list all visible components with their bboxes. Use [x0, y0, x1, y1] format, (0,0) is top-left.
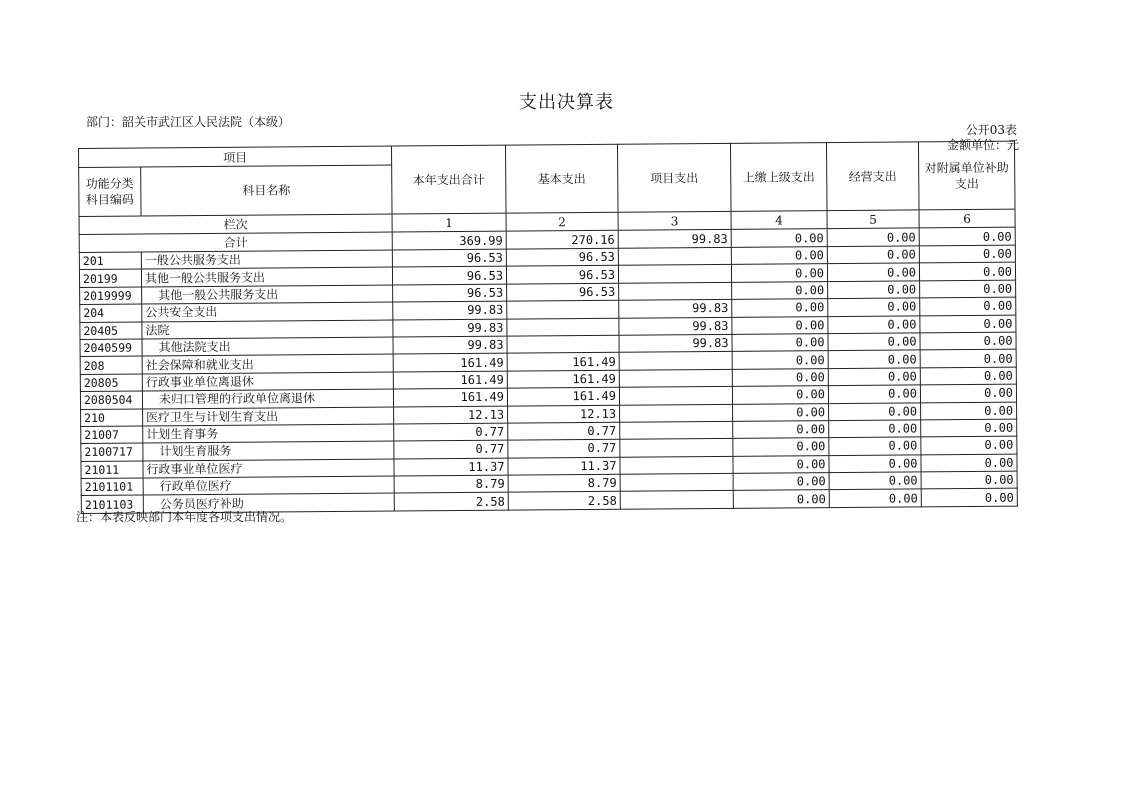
amount-unit: 金额单位：元 [946, 138, 1019, 152]
subject-name: 其他一般公共服务支出 [141, 267, 392, 286]
subject-name: 行政事业单位离退休 [142, 372, 393, 391]
column-header: 基本支出 [505, 144, 618, 213]
subject-code: 2101103 [81, 495, 143, 513]
subject-name: 行政单位医疗 [143, 476, 394, 495]
subject-name: 公务员医疗补助 [143, 493, 394, 512]
amount-cell: 0.00 [921, 471, 1017, 489]
amount-cell: 0.00 [920, 280, 1016, 298]
subject-code: 21007 [81, 426, 143, 444]
amount-cell: 0.00 [829, 455, 921, 473]
amount-cell: 12.13 [508, 405, 620, 423]
amount-cell: 0.00 [733, 490, 829, 508]
amount-cell: 0.00 [921, 419, 1017, 437]
amount-cell [620, 491, 733, 509]
amount-cell: 0.00 [829, 420, 921, 438]
amount-cell: 161.49 [507, 353, 619, 371]
amount-cell: 161.49 [393, 371, 507, 389]
total-value: 99.83 [618, 229, 731, 248]
amount-cell: 96.53 [507, 283, 619, 301]
form-number: 公开03表 [965, 123, 1017, 137]
amount-cell: 0.00 [919, 245, 1015, 263]
subject-name: 行政事业单位医疗 [143, 459, 394, 478]
amount-cell: 8.79 [508, 474, 620, 492]
subject-code: 2100717 [81, 443, 143, 461]
total-label: 合计 [79, 232, 392, 252]
amount-cell: 0.00 [828, 281, 920, 299]
header-item: 项目 [79, 146, 392, 167]
amount-cell: 0.00 [921, 489, 1017, 507]
subject-code: 20199 [79, 269, 141, 287]
amount-cell: 99.83 [393, 319, 507, 337]
amount-cell: 0.00 [920, 315, 1016, 333]
amount-cell: 96.53 [506, 248, 618, 266]
amount-cell [619, 282, 732, 300]
amount-cell [619, 386, 732, 404]
amount-cell [620, 456, 733, 474]
amount-cell: 0.77 [508, 440, 620, 458]
amount-cell: 0.77 [508, 422, 620, 440]
total-value: 369.99 [392, 231, 506, 250]
amount-cell: 0.00 [732, 299, 828, 317]
amount-cell: 0.00 [828, 350, 920, 368]
amount-cell: 0.00 [732, 368, 828, 386]
amount-cell: 0.00 [733, 403, 829, 421]
subject-code: 2040599 [80, 339, 142, 357]
index-number: 4 [731, 211, 827, 230]
amount-cell: 99.83 [619, 317, 732, 335]
amount-cell [620, 421, 733, 439]
amount-cell: 161.49 [393, 388, 507, 406]
total-value: 0.00 [731, 229, 827, 248]
amount-cell: 0.00 [733, 473, 829, 491]
amount-cell: 161.49 [507, 387, 619, 405]
amount-cell: 0.00 [919, 263, 1015, 281]
amount-cell: 0.00 [920, 297, 1016, 315]
amount-cell: 0.00 [732, 334, 828, 352]
table-body [79, 245, 1017, 513]
amount-cell: 0.00 [732, 316, 828, 334]
amount-cell [618, 247, 731, 265]
expenditure-table-wrapper [78, 141, 1018, 514]
subject-name: 医疗卫生与计划生育支出 [143, 407, 394, 426]
amount-cell [507, 335, 619, 353]
column-header: 对附属单位补助支出 [918, 141, 1015, 210]
amount-cell: 0.00 [827, 263, 919, 281]
amount-cell [619, 352, 732, 370]
subject-code: 2019999 [80, 287, 142, 305]
table-note: 注：本表反映部门本年度各项支出情况。 [76, 510, 293, 524]
amount-cell [619, 369, 732, 387]
column-header: 经营支出 [826, 142, 919, 211]
subject-name: 公共安全支出 [142, 302, 393, 321]
subject-code: 2080504 [80, 391, 142, 409]
amount-cell: 8.79 [394, 475, 508, 493]
amount-cell: 0.00 [828, 368, 920, 386]
amount-cell: 99.83 [393, 336, 507, 354]
amount-cell: 0.00 [828, 333, 920, 351]
amount-cell: 99.83 [619, 300, 732, 318]
subject-code: 204 [80, 304, 142, 322]
amount-cell: 0.00 [733, 438, 829, 456]
amount-cell: 0.00 [733, 421, 829, 439]
amount-cell [620, 439, 733, 457]
amount-cell: 96.53 [506, 266, 618, 284]
index-label: 栏次 [79, 214, 392, 234]
amount-cell: 0.00 [733, 455, 829, 473]
amount-cell [507, 318, 619, 336]
index-number: 3 [618, 211, 731, 230]
amount-cell: 11.37 [394, 458, 508, 476]
subject-code: 20405 [80, 322, 142, 340]
amount-cell: 0.00 [920, 349, 1016, 367]
subject-name: 社会保障和就业支出 [142, 354, 393, 373]
amount-cell: 96.53 [392, 249, 506, 267]
amount-cell: 0.00 [828, 385, 920, 403]
amount-cell: 0.00 [829, 489, 921, 507]
amount-cell: 0.77 [394, 440, 508, 458]
amount-cell: 161.49 [507, 370, 619, 388]
amount-cell: 0.00 [920, 384, 1016, 402]
index-number: 1 [392, 213, 506, 232]
column-header: 项目支出 [617, 143, 731, 212]
amount-cell: 96.53 [392, 267, 506, 285]
total-value: 0.00 [827, 228, 919, 247]
amount-cell: 0.00 [732, 386, 828, 404]
amount-cell: 0.00 [827, 246, 919, 264]
subject-name: 其他法院支出 [142, 337, 393, 356]
amount-cell: 11.37 [508, 457, 620, 475]
subject-name: 未归口管理的行政单位离退休 [142, 389, 393, 408]
subject-code: 2101101 [81, 478, 143, 496]
amount-cell: 0.00 [828, 298, 920, 316]
header-name: 科目名称 [141, 165, 392, 216]
column-header: 本年支出合计 [391, 145, 506, 214]
amount-cell: 161.49 [393, 353, 507, 371]
expenditure-table [78, 141, 1018, 514]
amount-cell: 0.00 [731, 247, 827, 265]
subject-name: 计划生育服务 [143, 441, 394, 460]
amount-cell: 0.00 [829, 402, 921, 420]
subject-name: 一般公共服务支出 [141, 250, 392, 269]
amount-cell: 99.83 [393, 301, 507, 319]
amount-cell: 0.00 [829, 472, 921, 490]
amount-cell [620, 473, 733, 491]
index-number: 2 [506, 212, 618, 231]
amount-cell: 0.00 [732, 281, 828, 299]
amount-cell: 2.58 [394, 493, 508, 511]
amount-cell: 2.58 [508, 492, 620, 510]
subject-code: 210 [81, 409, 143, 427]
subject-code: 208 [80, 356, 142, 374]
index-number: 6 [919, 209, 1015, 228]
total-value: 270.16 [506, 230, 618, 249]
header-code: 功能分类 科目编码 [79, 167, 141, 216]
amount-cell [620, 404, 733, 422]
subject-code: 201 [79, 252, 141, 270]
amount-cell: 0.00 [829, 437, 921, 455]
subject-code: 20805 [80, 374, 142, 392]
amount-cell: 0.00 [732, 351, 828, 369]
amount-cell: 0.00 [920, 332, 1016, 350]
subject-name: 计划生育事务 [143, 424, 394, 443]
department-label: 部门：韶关市武江区人民法院（本级） [86, 115, 291, 129]
amount-cell: 0.00 [920, 367, 1016, 385]
amount-cell: 12.13 [394, 406, 508, 424]
amount-cell: 0.00 [921, 436, 1017, 454]
amount-cell: 0.00 [828, 315, 920, 333]
amount-cell [618, 265, 731, 283]
index-number: 5 [827, 210, 919, 229]
subject-name: 其他一般公共服务支出 [142, 285, 393, 304]
subject-name: 法院 [142, 320, 393, 339]
column-header: 上缴上级支出 [730, 143, 827, 212]
subject-code: 21011 [81, 461, 143, 479]
amount-cell: 0.77 [394, 423, 508, 441]
total-value: 0.00 [919, 227, 1015, 246]
amount-cell: 99.83 [619, 334, 732, 352]
amount-cell: 0.00 [921, 454, 1017, 472]
amount-cell: 0.00 [731, 264, 827, 282]
amount-cell: 0.00 [921, 402, 1017, 420]
page-title: 支出决算表 [519, 92, 614, 113]
amount-cell [507, 300, 619, 318]
amount-cell: 96.53 [393, 284, 507, 302]
